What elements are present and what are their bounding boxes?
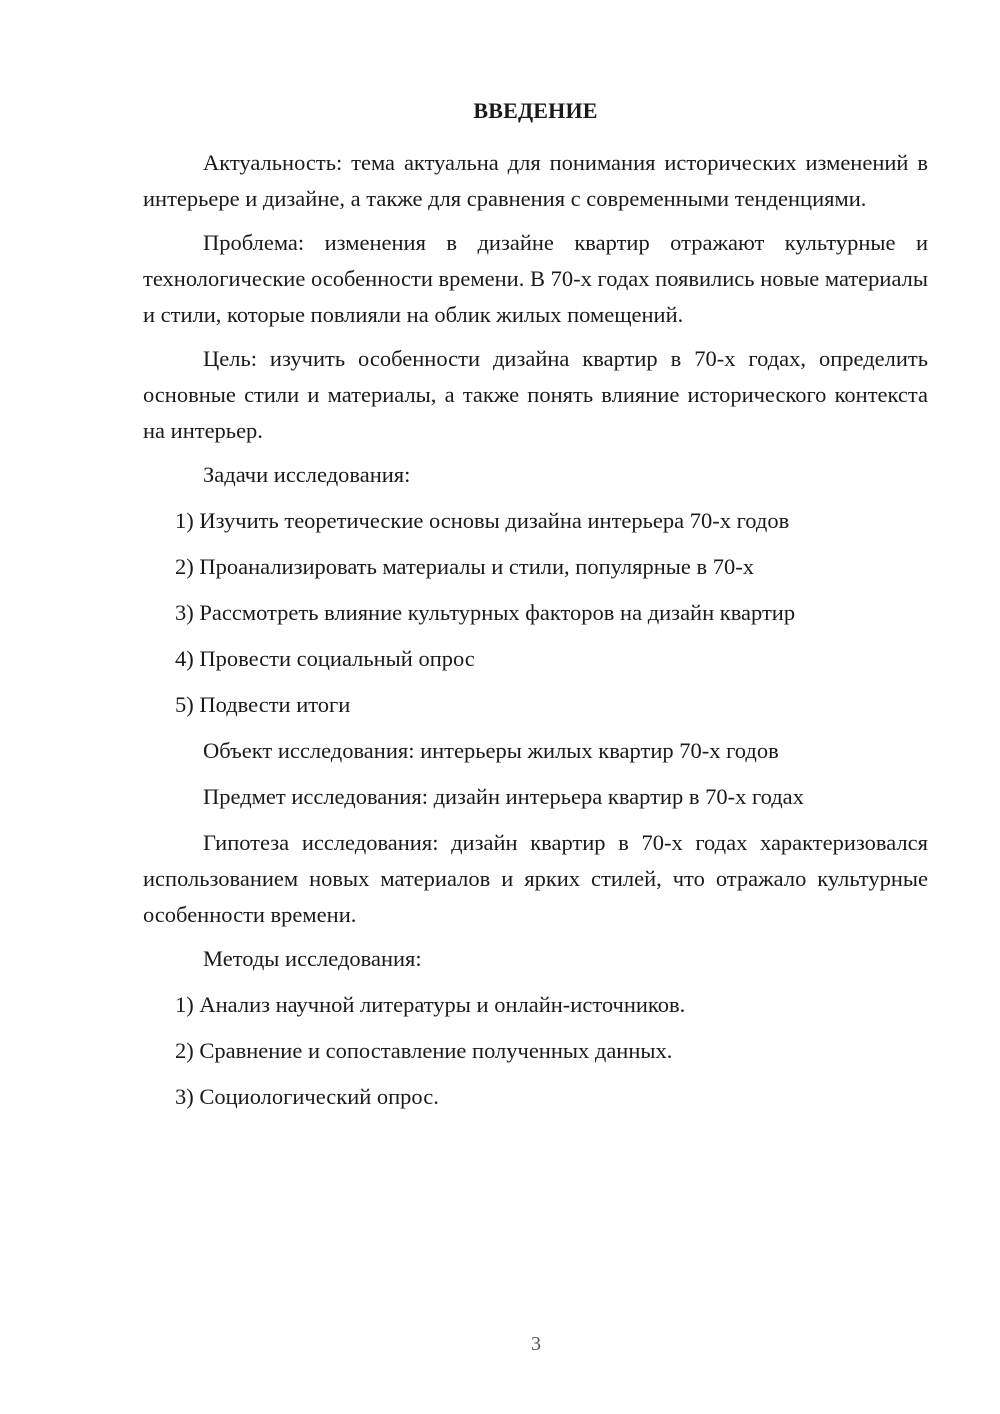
problem-paragraph: Проблема: изменения в дизайне квартир отражают культурные и технологические особенности времени. В 70-х годах появились новые материалы и стили, которые повлияли на облик жилых помещений. bbox=[143, 230, 928, 327]
methods-list bbox=[143, 987, 928, 1115]
subject-line: Предмет исследования: дизайн интерьера квартир в 70-х годах bbox=[203, 784, 804, 809]
list-item: 2) Сравнение и сопоставление полученных данных. bbox=[175, 1038, 673, 1063]
object-line: Объект исследования: интерьеры жилых квартир 70-х годов bbox=[203, 738, 779, 763]
list-item: 5) Подвести итоги bbox=[175, 692, 351, 717]
list-item: 3) Рассмотреть влияние культурных факторов на дизайн квартир bbox=[175, 600, 796, 625]
tasks-list bbox=[143, 503, 928, 723]
tasks-heading: Задачи исследования: bbox=[203, 462, 411, 487]
list-item: 3) Социологический опрос. bbox=[175, 1084, 439, 1109]
list-item: 1) Изучить теоретические основы дизайна интерьера 70-х годов bbox=[175, 508, 790, 533]
list-item: 1) Анализ научной литературы и онлайн-источников. bbox=[175, 992, 686, 1017]
page-number: 3 bbox=[531, 1333, 541, 1355]
hypothesis-paragraph: Гипотеза исследования: дизайн квартир в 70-х годах характеризовался использованием новых материалов и ярких стилей, что отражало культурные особенности времени. bbox=[143, 830, 928, 927]
page-content bbox=[143, 93, 928, 1125]
list-item: 4) Провести социальный опрос bbox=[175, 646, 475, 671]
goal-paragraph: Цель: изучить особенности дизайна квартир в 70-х годах, определить основные стили и материалы, а также понять влияние исторического контекста на интерьер. bbox=[143, 346, 928, 443]
list-item: 2) Проанализировать материалы и стили, популярные в 70-х bbox=[175, 554, 754, 579]
page-title: ВВЕДЕНИЕ bbox=[473, 98, 598, 123]
methods-heading: Методы исследования: bbox=[203, 946, 422, 971]
relevance-paragraph: Актуальность: тема актуальна для понимания исторических изменений в интерьере и дизайне, а также для сравнения с современными тенденциями. bbox=[143, 150, 928, 211]
